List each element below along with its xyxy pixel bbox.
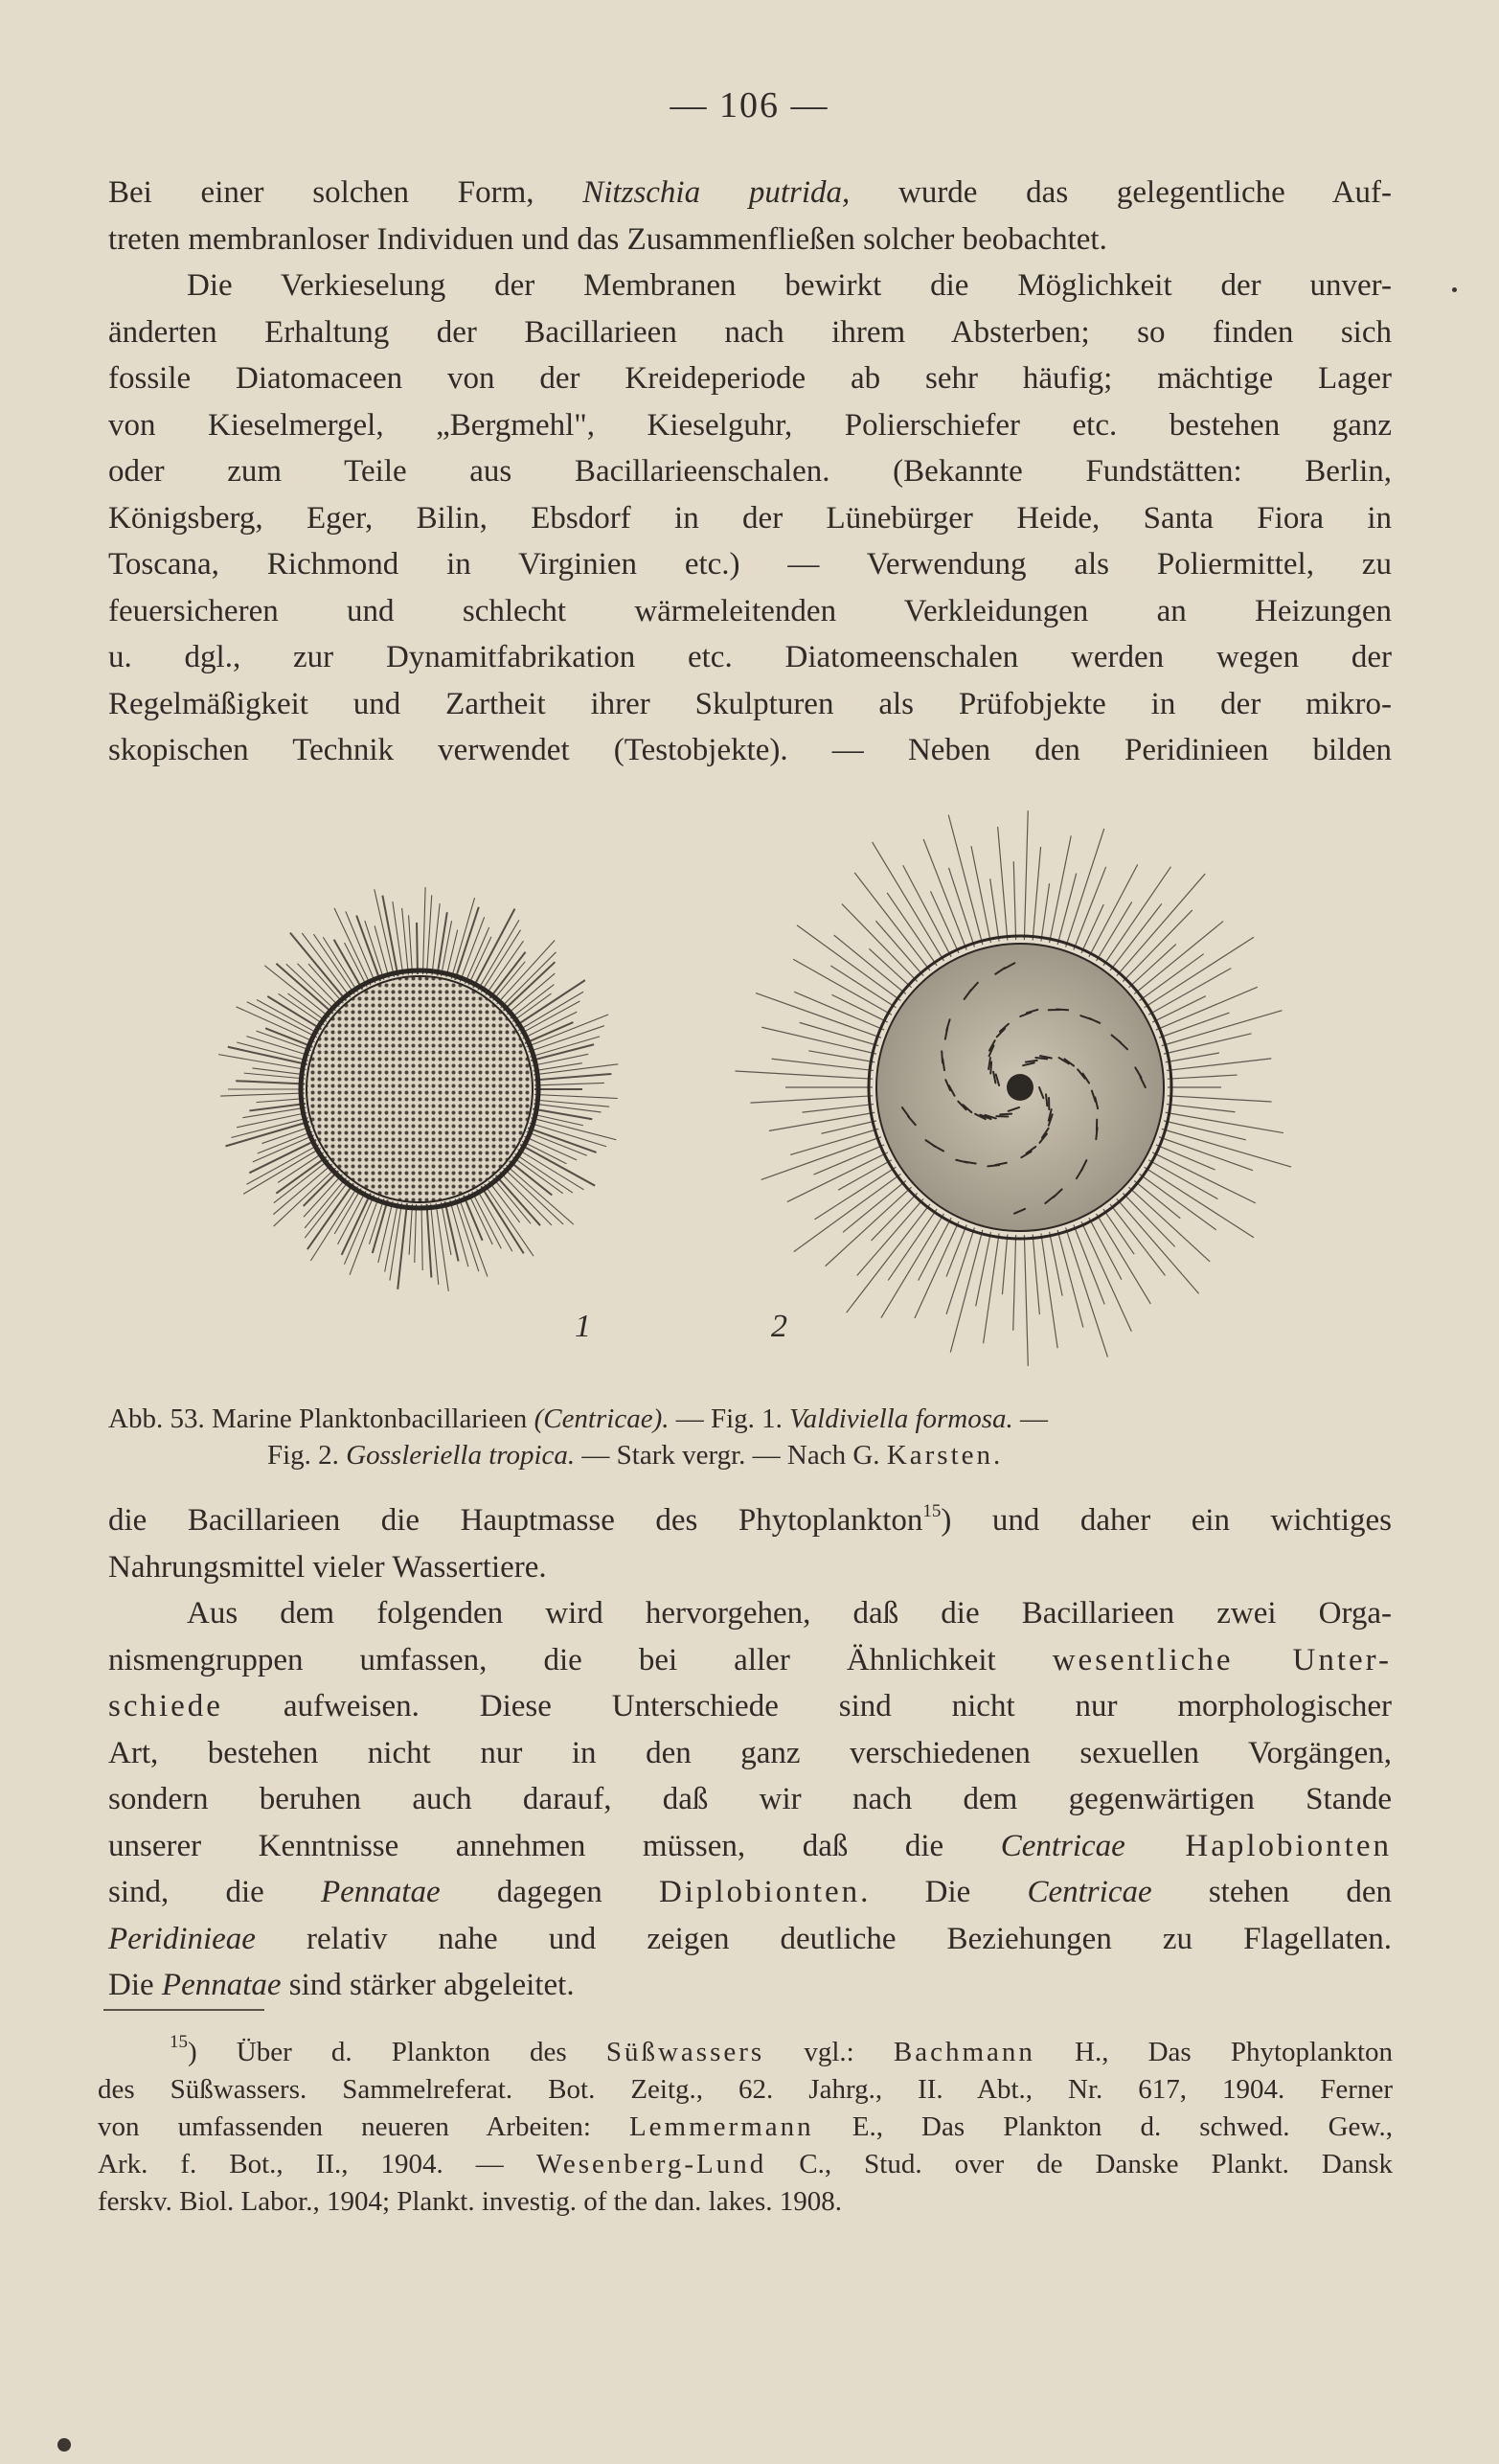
figure-caption	[108, 1401, 1392, 1473]
paragraph-2-line: oder zum Teile aus Bacillarieenschalen. (Bekannte Fundstätten: Berlin,	[108, 454, 1392, 489]
paragraph-4-line-7: sind, die Pennatae dagegen Diplobionten. Die Centricae stehen den	[108, 1875, 1392, 1909]
footnote-line-4: Ark. f. Bot., II., 1904. — Wesenberg-Lund C., Stud. over de Danske Plankt. Dansk	[98, 2149, 1393, 2179]
fig-1-valdiviella-formosa-drawing	[218, 887, 618, 1291]
fig-1-label: 1	[575, 1309, 591, 1344]
fig-2-gossleriella-tropica-drawing	[735, 810, 1291, 1366]
paragraph-2-line: änderten Erhaltung der Bacillarieen nach ihrem Absterben; so finden sich	[108, 314, 1392, 350]
caption-line-1: Abb. 53. Marine Planktonbacillarieen (Centricae). — Fig. 1. Valdiviella formosa. —	[108, 1403, 1049, 1434]
footnote-line-3: von umfassenden neueren Arbeiten: Lemmermann E., Das Plankton d. schwed. Gew.,	[98, 2111, 1393, 2142]
footnote-line-5: ferskv. Biol. Labor., 1904; Plankt. investig. of the dan. lakes. 1908.	[98, 2186, 842, 2217]
paragraph-4-line-6: unserer Kenntnisse annehmen müssen, daß die Centricae Haplobionten	[108, 1828, 1392, 1863]
paragraph-4-line-9: Die Pennatae sind stärker abgeleitet.	[108, 1968, 575, 2002]
paragraph-3-line-1: die Bacillarieen die Hauptmasse des Phytoplankton$^{15}$) und daher ein wichtiges	[108, 1501, 1393, 1538]
footnote-divider	[103, 2009, 264, 2011]
paragraph-2-line: von Kieselmergel, „Bergmehl", Kieselguhr, Polierschiefer etc. bestehen ganz	[108, 407, 1392, 443]
paragraph-3-line-2: Nahrungsmittel vieler Wassertiere.	[108, 1549, 547, 1585]
paragraph-2-line: Die Verkieselung der Membranen bewirkt die Möglichkeit der unver-	[187, 268, 1392, 303]
paragraph-4-line-8: Peridinieae relativ nahe und zeigen deutliche Beziehungen zu Flagellaten.	[108, 1921, 1392, 1956]
paragraph-2-line: u. dgl., zur Dynamitfabrikation etc. Diatomeenschalen werden wegen der	[108, 640, 1392, 674]
diatom-illustrations	[148, 781, 1346, 1394]
paragraph-4-line-1: Aus dem folgenden wird hervorgehen, daß die Bacillarieen zwei Orga-	[187, 1596, 1392, 1631]
species-nitzschia-putrida: Nitzschia putrida,	[582, 175, 851, 210]
paper-speck	[1452, 287, 1457, 292]
paragraph-4-line-2: nismengruppen umfassen, die bei aller Ähnlichkeit wesentliche Unter-	[108, 1642, 1393, 1677]
figure-53	[148, 781, 1346, 1394]
paragraph-2-line: skopischen Technik verwendet (Testobjekte). — Neben den Peridinieen bilden	[108, 733, 1392, 767]
paragraph-4-line-4: Art, bestehen nicht nur in den ganz verschiedenen sexuellen Vorgängen,	[108, 1735, 1392, 1770]
footnote-ref-15: 15	[922, 1501, 942, 1521]
paper-speck	[57, 2438, 71, 2452]
paragraph-2-line: Regelmäßigkeit und Zartheit ihrer Skulpturen als Prüfobjekte in der mikro-	[108, 686, 1392, 721]
paragraph-2-line: Königsberg, Eger, Bilin, Ebsdorf in der Lünebürger Heide, Santa Fiora in	[108, 500, 1392, 536]
paragraph-1-line-1: Bei einer solchen Form, Nitzschia putrida, wurde das gelegentliche Auf-	[108, 175, 1393, 210]
paragraph-2-line: feuersicheren und schlecht wärmeleitenden Verkleidungen an Heizungen	[108, 593, 1392, 628]
paragraph-2-line: Toscana, Richmond in Virginien etc.) — Verwendung als Poliermittel, zu	[108, 547, 1392, 582]
page-number: — 106 —	[670, 85, 829, 125]
text-paragraphs-top	[108, 170, 1392, 774]
paragraph-4-line-3: schiede aufweisen. Diese Unterschiede sind nicht nur morphologischer	[108, 1689, 1392, 1723]
footnote-15	[98, 2034, 1393, 2221]
fig-2-label: 2	[771, 1309, 787, 1344]
caption-line-2: Fig. 2. Gossleriella tropica. — Stark vergr. — Nach G. Karsten.	[267, 1440, 1004, 1471]
paragraph-4-line-5: sondern beruhen auch darauf, daß wir nach dem gegenwärtigen Stande	[108, 1782, 1392, 1816]
text-paragraphs-bottom	[108, 1497, 1392, 2009]
paragraph-2-line: fossile Diatomaceen von der Kreideperiode ab sehr häufig; mächtige Lager	[108, 361, 1392, 396]
footnote-line-2: des Süßwassers. Sammelreferat. Bot. Zeitg., 62. Jahrg., II. Abt., Nr. 617, 1904. Ferner	[98, 2074, 1393, 2105]
paragraph-1-line-2: treten membranloser Individuen und das Zusammenfließen solcher beobachtet.	[108, 221, 1107, 257]
footnote-line-1: $^{15}$) Über d. Plankton des Süßwassers vgl.: Bachmann H., Das Phytoplankton	[170, 2032, 1394, 2067]
